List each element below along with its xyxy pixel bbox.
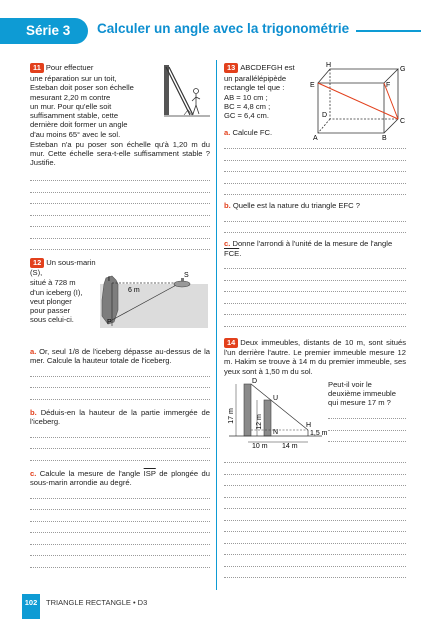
ex14-question-line: Peut-il voir le	[328, 379, 372, 389]
answer-line[interactable]	[224, 281, 406, 293]
part-b-label: b.	[30, 407, 37, 417]
point-h: H	[306, 421, 312, 429]
ex11-intro	[30, 63, 160, 139]
answer-line[interactable]	[224, 210, 406, 222]
answer-line[interactable]	[30, 193, 210, 205]
vertex-c: C	[400, 118, 406, 125]
answer-line[interactable]	[224, 555, 406, 567]
label-14m: 14 m	[282, 442, 298, 450]
ex11-line: une réparation sur un toit,	[30, 74, 117, 83]
chapter-label: TRIANGLE RECTANGLE • D3	[46, 598, 148, 607]
ex12-intro	[30, 258, 100, 325]
ex14-question-line: deuxième immeuble	[328, 389, 396, 398]
ladder	[166, 67, 190, 115]
ex14-answer-lines	[224, 452, 406, 579]
ex11-line: suffisamment stable, cette	[30, 111, 119, 120]
answer-line[interactable]	[30, 487, 210, 499]
ex11-line: Esteban doit poser son échelle	[30, 83, 134, 93]
answer-line[interactable]	[224, 486, 406, 498]
point-u: U	[273, 394, 279, 402]
ex11-line: dernière doit former un angle	[30, 120, 128, 130]
answer-line[interactable]	[30, 170, 210, 182]
ex11-number: 11	[30, 63, 44, 73]
part-c-text: Calcule la mesure de l'angle	[39, 468, 144, 478]
answer-line[interactable]	[224, 521, 406, 533]
angle-isp: $\overline{ISP}$	[143, 468, 156, 478]
ex12-number: 12	[30, 258, 44, 268]
answer-line[interactable]	[224, 567, 406, 579]
answer-line[interactable]	[224, 304, 406, 316]
ex13-line: AB = 10 cm ;	[224, 92, 268, 102]
answer-line[interactable]	[30, 510, 210, 522]
ex13-part-b	[224, 201, 406, 233]
column-divider	[216, 60, 217, 590]
answer-line[interactable]	[30, 204, 210, 216]
ex13-number: 13	[224, 63, 238, 73]
part-c-label: c.	[30, 468, 37, 478]
building-2	[244, 384, 251, 436]
person-head	[194, 89, 199, 94]
ex13-line: ABCDEFGH est	[240, 63, 295, 72]
point-i: I	[108, 276, 110, 283]
answer-line[interactable]	[30, 388, 210, 400]
part-a-text: Calcule FC.	[232, 128, 273, 138]
ladder-illustration	[164, 61, 212, 119]
vertex-h: H	[326, 62, 332, 69]
vertex-d: D	[322, 112, 328, 119]
ex11-line: mesurant 2,20 m contre	[30, 92, 111, 102]
answer-line[interactable]	[224, 532, 406, 544]
hidden-edge	[318, 119, 330, 133]
part-a-text: Or, seul 1/8 de l'iceberg dépasse au-dessus de la mer. Calcule la hauteur totale de l'iceberg.	[30, 346, 210, 365]
ex14-statement: Deux immeubles, distants de 10 m, sont situés l'un derrière l'autre. Le premier immeuble mesure 12 m. Hakim se trouve à 14 m du premier immeuble, ses yeux sont à 1,50 m du sol.	[224, 338, 406, 376]
answer-line[interactable]	[30, 227, 210, 239]
distance-label: 6 m	[128, 287, 140, 294]
ex14-figure-row	[224, 378, 406, 448]
answer-line[interactable]	[224, 544, 406, 556]
label-12m: 12 m	[256, 413, 263, 430]
ex13-part-c	[224, 239, 406, 327]
page-footer	[0, 594, 435, 619]
ex12-part-b	[30, 408, 210, 461]
answer-line[interactable]	[224, 463, 406, 475]
part-b-text: Quelle est la nature du triangle EFC ?	[232, 201, 360, 210]
part-b-label: b.	[224, 201, 231, 210]
ex13-line: rectangle tel que :	[224, 83, 285, 93]
parallelepiped-figure	[308, 61, 408, 142]
answer-line[interactable]	[224, 475, 406, 487]
ex12-line: pour passer	[30, 306, 71, 315]
label-17m: 17 m	[228, 407, 235, 424]
answer-line[interactable]	[30, 449, 210, 461]
answer-line[interactable]	[30, 545, 210, 557]
point-p: P	[107, 319, 112, 326]
ex14-number: 14	[224, 338, 238, 348]
ex12-line: d'un iceberg (I),	[30, 287, 83, 297]
answer-line[interactable]	[328, 419, 406, 431]
ex12-line: situé à 728 m	[30, 278, 76, 288]
ex11-line: un mur. Pour qu'elle soit	[30, 101, 112, 111]
label-10m: 10 m	[252, 442, 268, 450]
answer-line[interactable]	[30, 438, 210, 450]
vertex-a: A	[313, 135, 318, 142]
ex13-intro	[224, 63, 304, 120]
answer-line[interactable]	[30, 239, 210, 251]
label-1-5m: 1,5 m	[310, 429, 328, 437]
part-b-text: Déduis-en la hauteur de la partie immergée de l'iceberg.	[30, 407, 210, 426]
point-d: D	[252, 377, 258, 385]
part-a-label: a.	[224, 128, 231, 138]
buildings-figure	[224, 377, 328, 450]
vertex-b: B	[382, 135, 387, 142]
answer-line[interactable]	[30, 426, 210, 438]
ex11-answer-lines	[30, 170, 210, 251]
part-c-text: de plongée du sous-marin arrondie au degré.	[30, 468, 210, 487]
ex13-line: un parallélépipède	[224, 74, 287, 83]
exercise-13	[224, 63, 406, 327]
ex12-part-a	[30, 347, 210, 400]
part-c-text: .	[239, 248, 242, 258]
ex11-line: d'au moins 65° avec le sol.	[30, 129, 121, 139]
page-number: 102	[22, 594, 40, 619]
ex12-line: veut plonger	[30, 296, 72, 306]
ex12-line: Un sous-marin (S),	[30, 258, 96, 277]
answer-line[interactable]	[224, 222, 406, 234]
answer-line[interactable]	[224, 258, 406, 270]
ex12-part-c	[30, 469, 210, 568]
answer-line[interactable]	[224, 292, 406, 304]
answer-line[interactable]	[224, 161, 406, 173]
person	[192, 94, 200, 114]
vertex-e: E	[310, 82, 315, 89]
answer-line[interactable]	[224, 149, 406, 161]
page-header	[0, 18, 435, 44]
answer-line[interactable]	[224, 452, 406, 464]
exercise-11	[30, 63, 210, 250]
submarine-figure	[98, 270, 210, 330]
serie-tab: Série 3	[0, 18, 88, 44]
ex11-line: Pour effectuer	[45, 63, 94, 72]
answer-line[interactable]	[30, 522, 210, 534]
header-rule	[356, 30, 421, 32]
answer-line[interactable]	[30, 181, 210, 193]
point-n: N	[273, 428, 279, 436]
vertex-f: F	[386, 82, 391, 89]
answer-line[interactable]	[224, 184, 406, 196]
vertex-g: G	[400, 66, 406, 73]
ex14-question	[328, 380, 406, 442]
answer-line[interactable]	[30, 499, 210, 511]
answer-line[interactable]	[224, 269, 406, 281]
ex14-question-line: qui mesure 17 m ?	[328, 398, 391, 408]
ex11-question: Esteban n'a pu poser son échelle qu'à 1,20 m du mur. Cette échelle sera-t-elle suffisamment stable ? Justifie.	[30, 139, 210, 168]
ex13-line: GC = 6,4 cm.	[224, 111, 269, 120]
ex13-line: BC = 4,8 cm ;	[224, 101, 271, 111]
answer-line[interactable]	[224, 172, 406, 184]
building-1	[264, 400, 271, 436]
part-c-label: c.	[224, 239, 231, 249]
exercise-12	[30, 258, 210, 568]
angle-fce: $\overline{FCE}$	[224, 248, 240, 258]
answer-line[interactable]	[30, 533, 210, 545]
answer-line[interactable]	[328, 431, 406, 443]
answer-line[interactable]	[30, 365, 210, 377]
answer-line[interactable]	[328, 408, 406, 420]
answer-line[interactable]	[224, 509, 406, 521]
page-title: Calculer un angle avec la trigonométrie	[97, 21, 350, 36]
ladder	[169, 67, 193, 115]
ex12-line: sous celui-ci.	[30, 315, 74, 325]
answer-line[interactable]	[30, 377, 210, 389]
part-c-text: Donne l'arrondi à l'unité de la mesure de l'angle	[232, 239, 393, 249]
ex14-text	[224, 338, 406, 376]
exercise-14	[224, 338, 406, 578]
answer-line[interactable]	[30, 216, 210, 228]
answer-line[interactable]	[30, 556, 210, 568]
answer-line[interactable]	[224, 498, 406, 510]
point-s: S	[184, 272, 189, 279]
part-a-label: a.	[30, 346, 37, 356]
answer-line[interactable]	[224, 315, 406, 327]
